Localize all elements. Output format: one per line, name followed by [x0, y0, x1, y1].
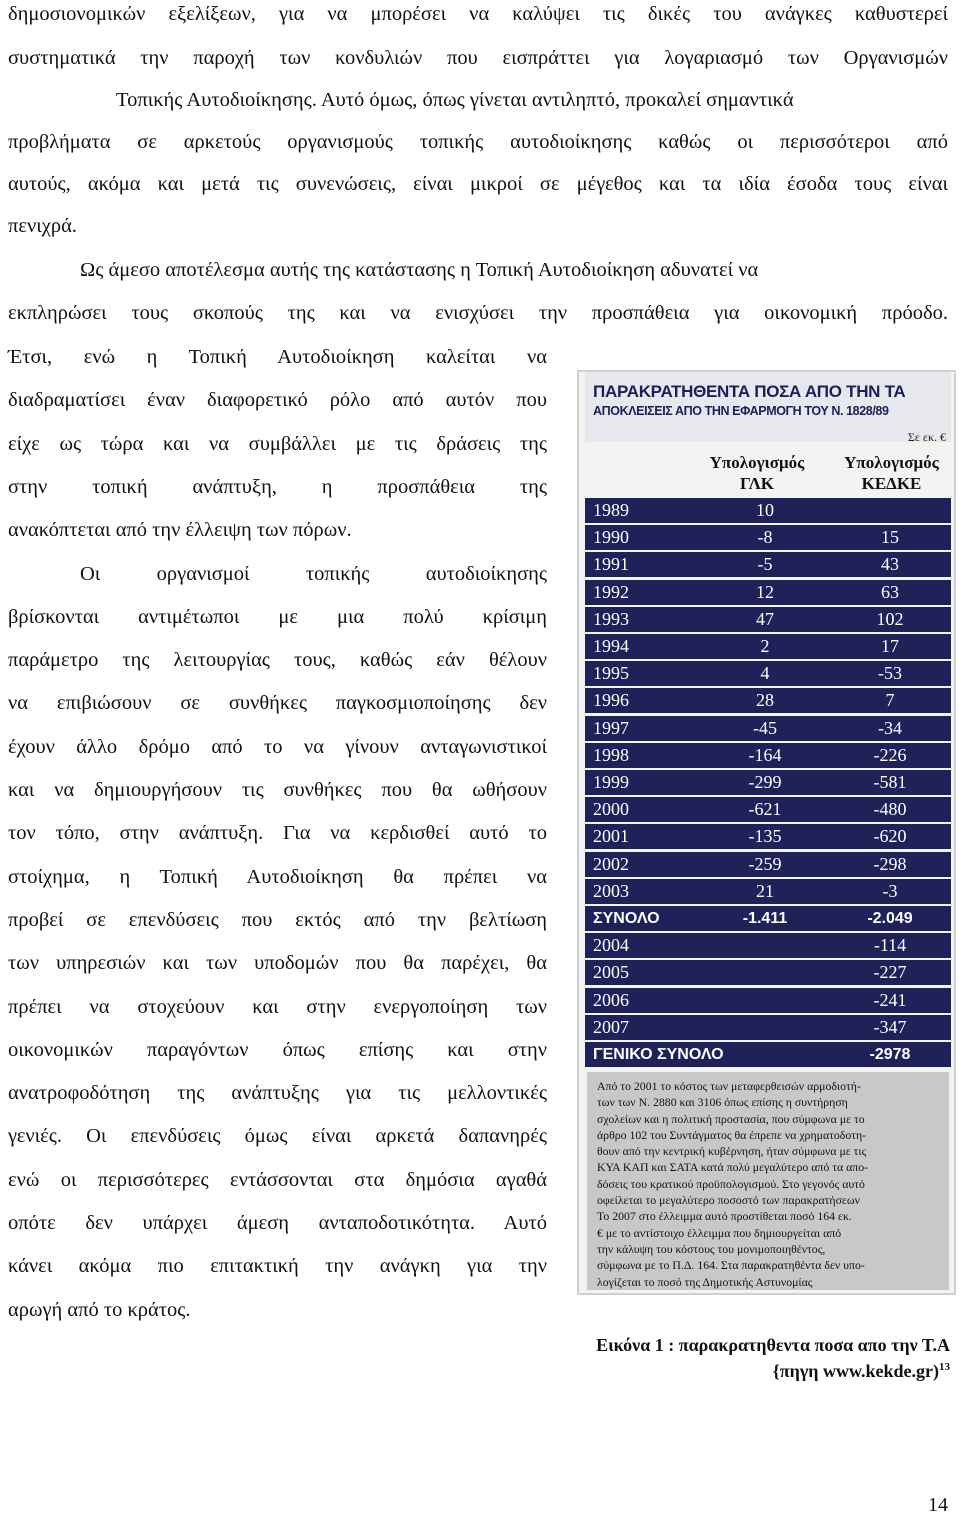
table-row [585, 634, 951, 659]
figure-header [585, 372, 951, 442]
row-label: 1997 [593, 717, 629, 738]
row-label: 2001 [593, 826, 629, 847]
currency-label: Σε εκ. € [907, 430, 946, 444]
glk-value: -164 [748, 744, 782, 765]
table-row [585, 607, 951, 632]
glk-value: -45 [753, 717, 777, 738]
row-label: 1994 [593, 636, 629, 656]
kedke-value: 15 [881, 527, 899, 548]
body-text-line: προβεί σε επενδύσεις που εκτός από την βελτίωση [8, 908, 547, 931]
kedke-value: -241 [873, 989, 907, 1010]
glk-value: -621 [748, 799, 782, 820]
table-row [585, 661, 951, 686]
footnote-line: δόσεις του κρατικού προϋπολογισμού. Στο γεγονός αυτό [597, 1176, 865, 1191]
kedke-value: 43 [881, 554, 899, 575]
footnote-line: την κάλυψη του κόστους του μονιμοποιηθέντος, [597, 1241, 826, 1256]
column-header-glk: Υπολογισμός ΓΛΚ [709, 453, 805, 493]
kedke-value: -2.049 [867, 910, 913, 927]
kedke-value: -620 [873, 826, 907, 847]
row-label: 2003 [593, 880, 629, 901]
table-row [585, 688, 951, 713]
body-text-line: εκπληρώσει τους σκοπούς της και να ενισχύσει την προσπάθεια για οικονομική πρόοδο. [8, 302, 948, 324]
footnote-line: οφείλεται το μεγαλύτερο ποσοστό των παρακρατήσεων [597, 1193, 860, 1208]
row-label: 1996 [593, 690, 629, 711]
table-row [585, 525, 951, 550]
glk-value: 12 [756, 581, 774, 602]
row-label: 2002 [593, 853, 629, 874]
body-text-line: Οι οργανισμοί τοπικής αυτοδιοίκησης [80, 562, 547, 585]
table-row [585, 988, 951, 1013]
footnote-line: ΚΥΑ ΚΑΠ και ΣΑΤΑ κατά πολύ μεγαλύτερο από τα απο- [597, 1160, 869, 1175]
figure-footnote [587, 1072, 949, 1290]
body-text-line: ενώ οι περισσότερες εντάσσονται στα δημόσια αγαθά [8, 1168, 547, 1191]
body-text-line: οικονομικών παραγόντων όπως επίσης και στην [8, 1038, 547, 1061]
glk-value: -135 [748, 826, 782, 847]
figure-caption [537, 1334, 950, 1382]
footnote-line: € με το αντίστοιχο έλλειμμα που δημιουργείται από [597, 1225, 842, 1240]
row-label: ΣΥΝΟΛΟ [593, 910, 660, 927]
body-text-line: πενιχρά. [8, 215, 77, 237]
table-row [585, 933, 951, 958]
row-label: 1999 [593, 772, 629, 792]
body-text-line: να επιβιώσουν σε συνθήκες παγκοσμιοποίησης δεν [8, 692, 547, 715]
body-text-line: ανακόπτεται από την έλλειψη των πόρων. [8, 519, 352, 542]
glk-value: -1.411 [742, 910, 788, 927]
kedke-value: -2978 [869, 1046, 911, 1063]
body-text-line: δημοσιονομικών εξελίξεων, για να μπορέσει να καλύψει τις δικές του ανάγκες καθυστερεί [8, 3, 948, 25]
footnote-line: σχολείων και η πολιτική προστασία, που σύμφωνα με το [597, 1111, 865, 1126]
kedke-value: -53 [878, 663, 902, 684]
table-row [585, 906, 951, 931]
body-text-line: Ως άμεσο αποτέλεσμα αυτής της κατάστασης η Τοπική Αυτοδιοίκηση αδυνατεί να [80, 259, 759, 281]
row-label: 1995 [593, 663, 629, 684]
figure-subtitle: ΑΠΟΚΛΕΙΣΕΙΣ ΑΠΟ ΤΗΝ ΕΦΑΡΜΟΓΗ ΤΟΥ Ν. 1828/89 [593, 404, 889, 418]
footnote-ref: 13 [939, 1361, 950, 1373]
footnote-line: λογίζεται το ποσό της Δημοτικής Αστυνομίας [597, 1274, 813, 1289]
row-label: 2006 [593, 989, 629, 1010]
footnote-line: άρθρο 102 του Συντάγματος θα έπρεπε να χρηματοδοτη- [597, 1127, 867, 1142]
footnote-line: θουν από την κεντρική κυβέρνηση, ήταν σύμφωνα με τις [597, 1144, 867, 1159]
row-label: 1989 [593, 500, 629, 520]
kedke-value: 7 [885, 690, 895, 711]
row-label: 1993 [593, 608, 629, 629]
body-text-line: κάνει ακόμα πιο επιτακτική την ανάγκη για την [8, 1255, 547, 1278]
caption-source-line [537, 1356, 950, 1382]
kedke-value: -114 [873, 935, 907, 956]
body-text-line: προβλήματα σε αρκετούς οργανισμούς τοπικής αυτοδιοίκησης καθώς οι περισσότεροι από [8, 131, 948, 153]
kedke-value: -480 [873, 799, 907, 820]
table-row [585, 716, 951, 741]
kedke-value: -347 [873, 1016, 907, 1037]
footnote-line: Το 2007 στο έλλειμμα αυτό προστίθεται ποσό 164 εκ. [597, 1209, 852, 1224]
body-text-line: διαδραματίσει έναν διαφορετικό ρόλο από αυτόν που [8, 389, 547, 412]
body-text-line: γενιές. Οι επενδύσεις όμως είναι αρκετά δαπανηρές [8, 1125, 547, 1148]
footnote-line: των των Ν. 2880 και 3106 όπως επίσης η συντήρηση [597, 1095, 848, 1110]
kedke-value: 63 [881, 581, 899, 602]
table-row [585, 797, 951, 822]
kedke-value: -298 [873, 853, 907, 874]
column-header-kedke: Υπολογισμός ΚΕΔΚΕ [844, 453, 939, 493]
glk-value: -8 [757, 527, 773, 548]
glk-value: 47 [756, 608, 774, 629]
caption-source: {πηγη www.kekde.gr) [772, 1361, 939, 1381]
glk-value: -259 [748, 853, 782, 874]
table-row [585, 580, 951, 605]
row-label: 2007 [593, 1016, 629, 1037]
body-text-line: συστηματικά την παροχή των κονδυλιών που εισπράττει για λογαριασμό των Οργανισμών [8, 47, 948, 69]
glk-value: 4 [760, 663, 770, 684]
kedke-value: 17 [881, 636, 899, 656]
row-label: 1998 [593, 744, 629, 765]
glk-value: 28 [756, 690, 774, 711]
body-text-line: αρωγή από το κράτος. [8, 1298, 191, 1321]
table-row [585, 552, 951, 577]
kedke-value: 102 [876, 608, 904, 629]
kedke-value: -227 [873, 962, 907, 983]
table-row [585, 1042, 951, 1067]
glk-value: 2 [760, 636, 770, 656]
figure-image [577, 370, 956, 1295]
body-text-line: Τοπικής Αυτοδιοίκησης. Αυτό όμως, όπως γίνεται αντιληπτό, προκαλεί σημαντικά [116, 89, 794, 111]
body-text-line: και να δημιουργήσουν τις συνθήκες που θα ωθήσουν [8, 779, 547, 801]
row-label: ΓΕΝΙΚΟ ΣΥΝΟΛΟ [593, 1046, 724, 1063]
row-label: 2005 [593, 962, 629, 983]
body-text-line: έχουν άλλο δρόμο από το να γίνουν ανταγωνιστικοί [8, 735, 547, 758]
glk-value: 21 [756, 880, 774, 901]
body-text-line: ανατροφοδότηση της ανάπτυξης για τις μελλοντικές [8, 1082, 547, 1105]
footnote-line: Από το 2001 το κόστος των μεταφερθεισών αρμοδιοτή- [597, 1079, 861, 1093]
table-row [585, 960, 951, 985]
body-text-line: είχε ως τώρα και να συμβάλλει με τις δράσεις της [8, 432, 547, 455]
body-text-line: αυτούς, ακόμα και μετά τις συνενώσεις, είναι μικροί σε μέγεθος και τα ιδία έσοδα τους είναι [8, 173, 948, 195]
caption-line: Εικόνα 1 : παρακρατηθεντα ποσα απο την Τ.Α [596, 1335, 950, 1355]
row-label: 2004 [593, 935, 629, 956]
row-label: 1992 [593, 581, 629, 602]
row-label: 1991 [593, 554, 629, 575]
row-label: 1990 [593, 527, 629, 548]
glk-value: 10 [756, 500, 774, 520]
row-label: 2000 [593, 799, 629, 820]
figure-title: ΠΑΡΑΚΡΑΤΗΘΕΝΤΑ ΠΟΣΑ ΑΠΟ ΤΗΝ ΤΑ [593, 382, 906, 401]
kedke-value: -581 [873, 772, 907, 792]
body-text-line: Έτσι, ενώ η Τοπική Αυτοδιοίκηση καλείται να [8, 346, 547, 368]
glk-value: -5 [757, 554, 773, 575]
body-text-line: οπότε δεν υπάρχει άμεση ανταποδοτικότητα. Αυτό [8, 1212, 547, 1234]
table-row [585, 743, 951, 768]
body-text-line: στοίχημα, η Τοπική Αυτοδιοίκηση θα πρέπει να [8, 865, 547, 888]
body-text-line: παράμετρο της λειτουργίας τους, καθώς εάν θέλουν [8, 649, 547, 672]
table-row [585, 824, 951, 849]
table-row [585, 770, 951, 795]
body-text-line: τον τόπο, στην ανάπτυξη. Για να κερδισθεί αυτό το [8, 822, 547, 845]
table-row [585, 879, 951, 904]
kedke-value: -226 [873, 744, 907, 765]
body-text-line: στην τοπική ανάπτυξη, η προσπάθεια της [8, 475, 547, 498]
body-text-line: βρίσκονται αντιμέτωποι με μια πολύ κρίσιμη [8, 605, 547, 628]
kedke-value: -3 [882, 880, 898, 901]
body-text-line: πρέπει να στοχεύουν και στην ενεργοποίηση των [8, 995, 547, 1018]
footnote-line: σύμφωνα με το Π.Δ. 164. Στα παρακρατηθέντα δεν υπο- [597, 1258, 865, 1273]
table-row [585, 852, 951, 877]
glk-value: -299 [748, 772, 782, 792]
body-text-line: των υπηρεσιών και των υποδομών που θα παρέχει, θα [8, 952, 547, 975]
page-number: 14 [928, 1494, 948, 1516]
table-row [585, 498, 951, 523]
table-row [585, 1015, 951, 1040]
kedke-value: -34 [878, 717, 902, 738]
